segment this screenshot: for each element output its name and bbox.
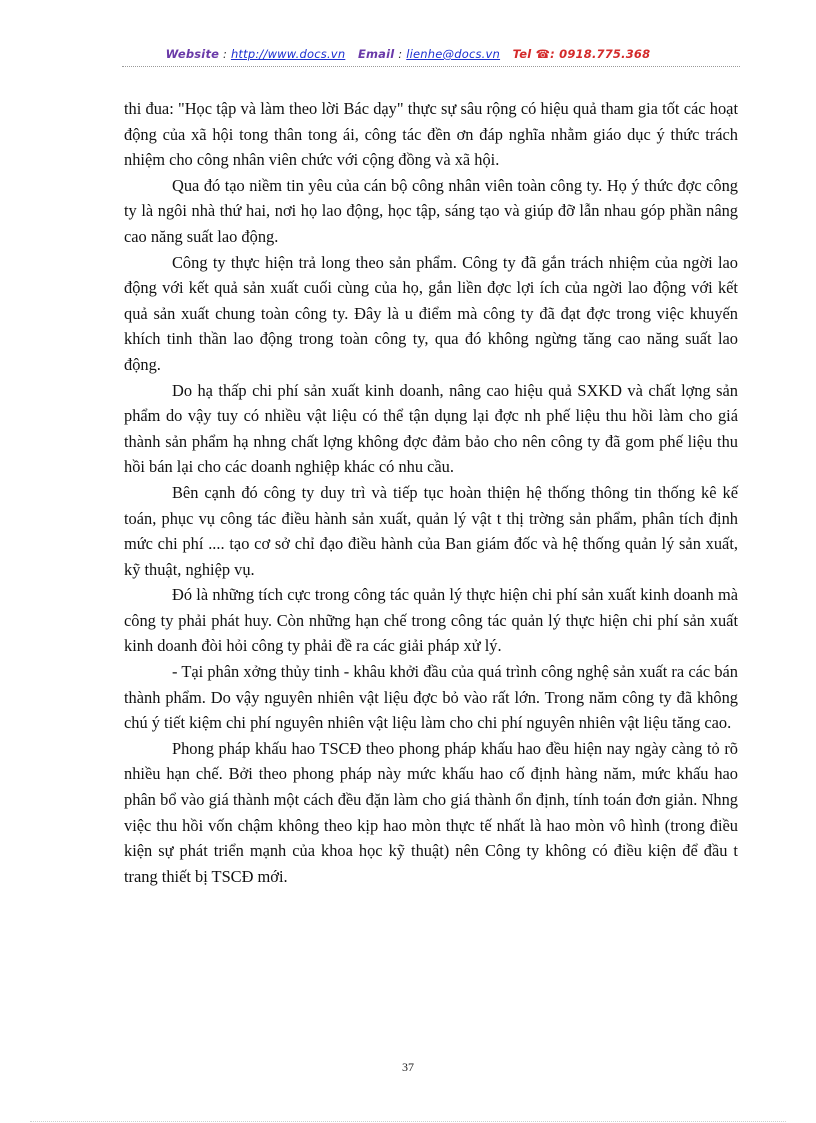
header-rule (122, 66, 740, 67)
paragraph-1: thi đua: "Học tập và làm theo lời Bác dạy" thực sự sâu rộng có hiệu quả tham gia tốt các hoạt động của xã hội tong thân tong ái, công tác đền ơn đáp nghĩa nhằm giáo dục ý thức trách nhiệm cho công nhân viên chức với cộng đồng và xã hội. (124, 99, 738, 170)
paragraph-2: Qua đó tạo niềm tin yêu của cán bộ công nhân viên toàn công ty. Họ ý thức đợc công ty là ngôi nhà thứ hai, nơi họ lao động, học tập, sáng tạo và giúp đỡ lẫn nhau góp phần nâng cao năng suất lao động. (124, 175, 738, 246)
footer-rule (30, 1121, 786, 1122)
page-number: 37 (402, 1060, 414, 1074)
document-body (124, 96, 738, 889)
email-link[interactable]: lienhe@docs.vn (406, 47, 501, 61)
website-label: Website (165, 47, 220, 61)
phone-icon: ☎ (535, 47, 551, 61)
tel-number: : 0918.775.368 (550, 47, 651, 61)
paragraph-6: Đó là những tích cực trong công tác quản lý thực hiện chi phí sản xuất kinh doanh mà công ty phải phát huy. Còn những hạn chế trong công tác quản lý thực hiện chi phí sản xuất kinh doanh đòi hỏi công ty phải đề ra các giải pháp xử lý. (124, 585, 738, 656)
email-label: Email (357, 47, 395, 61)
website-separator: : (219, 47, 231, 61)
page-header (0, 47, 816, 61)
paragraph-4: Do hạ thấp chi phí sản xuất kinh doanh, nâng cao hiệu quả SXKD và chất lợng sản phẩm do vậy tuy có nhiều vật liệu có thể tận dụng lại đợc nh phế liệu thu hồi làm cho giá thành sản phẩm hạ nhng chất lợng không đợc đảm bảo cho nên công ty đã gom phế liệu thu hồi bán lại cho các doanh nghiệp khác có nhu cầu. (124, 380, 738, 477)
tel-label: Tel (512, 47, 532, 61)
email-separator: : (394, 47, 407, 61)
paragraph-7: - Tại phân xởng thủy tinh - khâu khởi đầu của quá trình công nghệ sản xuất ra các bán thành phẩm. Do vậy nguyên nhiên vật liệu đợc bỏ vào rất lớn. Trong năm công ty đã không chú ý tiết kiệm chi phí nguyên nhiên vật liệu làm cho chi phí nguyên nhiên vật liệu tăng cao. (124, 662, 738, 733)
website-link[interactable]: http://www.docs.vn (230, 47, 346, 61)
paragraph-8: Phong pháp khấu hao TSCĐ theo phong pháp khấu hao đều hiện nay ngày càng tỏ rõ nhiều hạn chế. Bởi theo phong pháp này mức khấu hao cố định hàng năm, mức khấu hao phân bổ vào giá thành một cách đều đặn làm cho giá thành ổn định, tính toán đơn giản. Nhng việc thu hồi vốn chậm không theo kịp hao mòn thực tế nhất là hao mòn vô hình (trong điều kiện sự phát triển mạnh của khoa học kỹ thuật) nên Công ty không có điều kiện để đầu t trang thiết bị TSCĐ mới. (124, 738, 738, 886)
paragraph-3: Công ty thực hiện trả long theo sản phẩm. Công ty đã gắn trách nhiệm của ngời lao động với kết quả sản xuất cuối cùng của họ, gắn liền đợc lợi ích của ngời lao động với kết quả sản xuất chung toàn công ty. Đây là u điểm mà công ty đã đạt đợc trong việc khuyến khích tinh thần lao động trong toàn công ty, qua đó không ngừng tăng cao năng suất lao động. (124, 252, 738, 374)
paragraph-5: Bên cạnh đó công ty duy trì và tiếp tục hoàn thiện hệ thống thông tin thống kê kế toán, phục vụ công tác điều hành sản xuất, quản lý vật t thị trờng sản phẩm, phân tích định mức chi phí .... tạo cơ sở chỉ đạo điều hành của Ban giám đốc và hệ thống quản lý sản xuất, kỹ thuật, nghiệp vụ. (124, 482, 738, 579)
